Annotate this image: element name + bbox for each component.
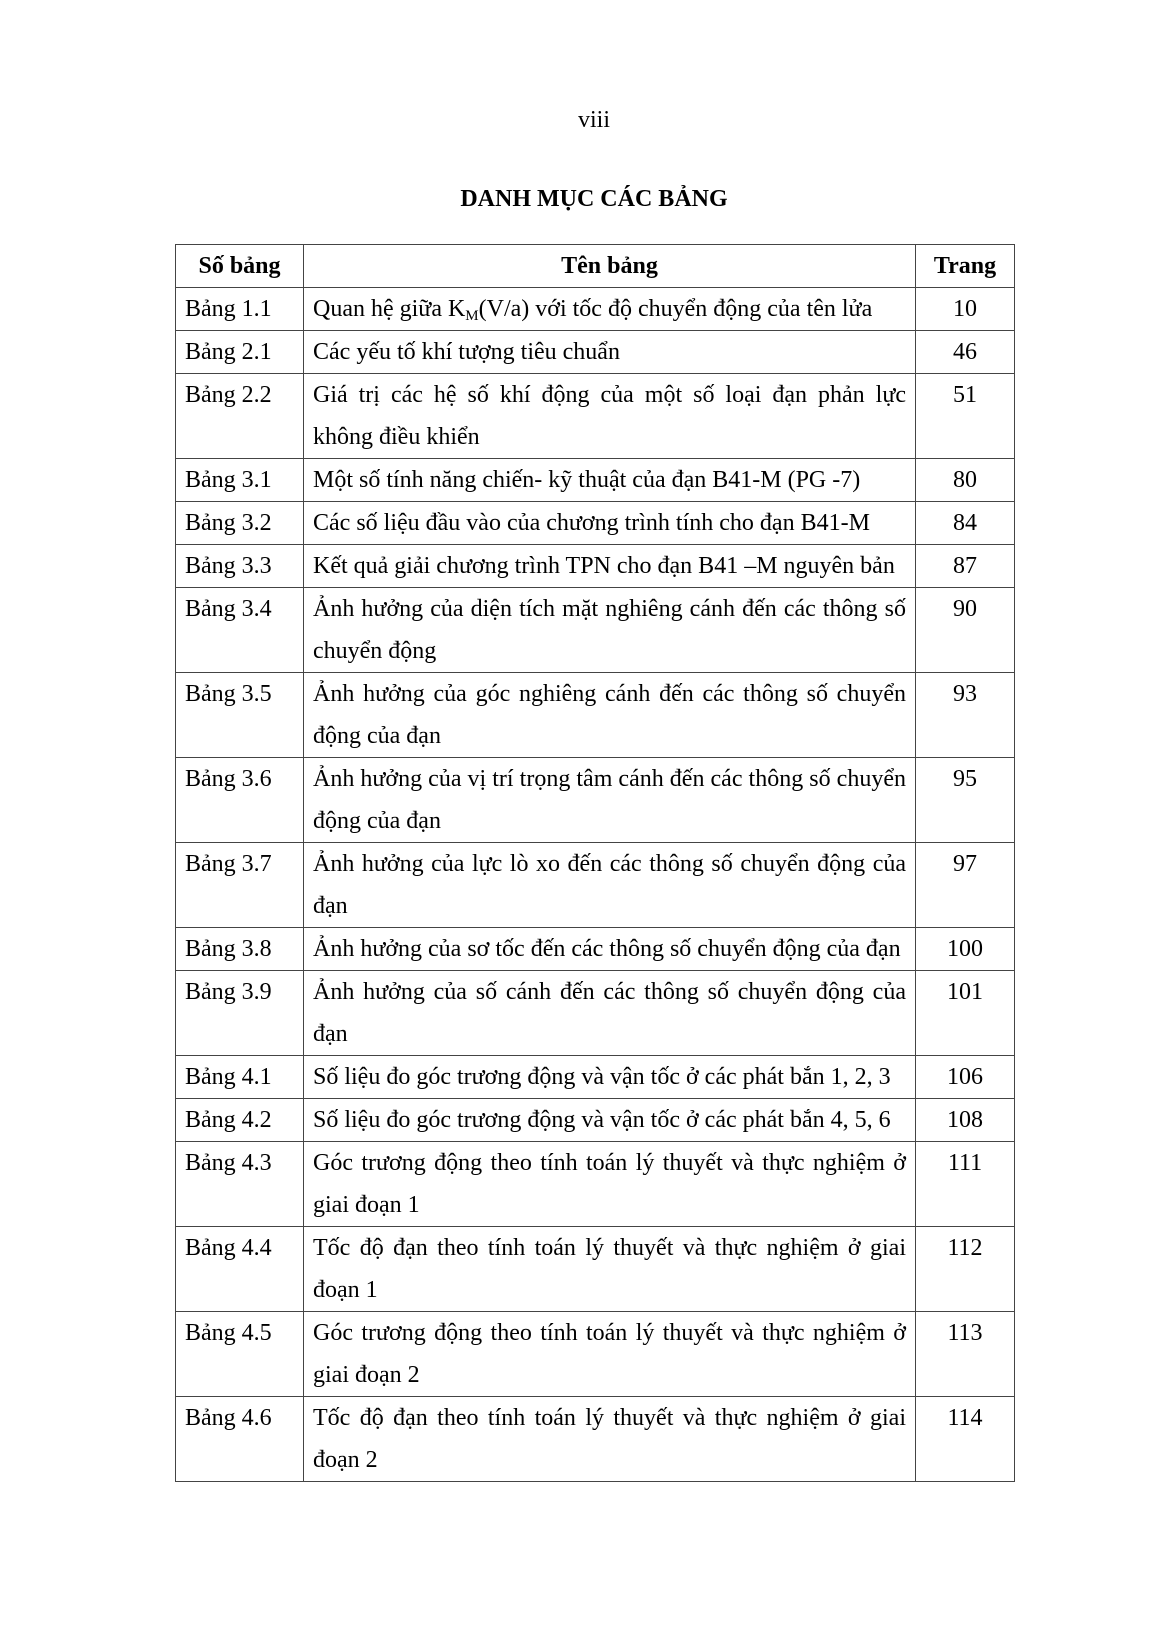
page-title: DANH MỤC CÁC BẢNG bbox=[460, 186, 728, 212]
header-number: Số bảng bbox=[176, 245, 304, 288]
table-row bbox=[176, 1099, 1015, 1142]
table-row bbox=[176, 1397, 1015, 1482]
table-page-cell: 114 bbox=[916, 1397, 1015, 1482]
table-number-cell: Bảng 4.4 bbox=[176, 1227, 304, 1312]
table-name-cell: Một số tính năng chiến- kỹ thuật của đạn B41-M (PG -7) bbox=[304, 459, 916, 502]
table-row bbox=[176, 1227, 1015, 1312]
table-number-cell: Bảng 3.3 bbox=[176, 545, 304, 588]
table-list bbox=[175, 244, 1015, 1482]
table-name-cell: Kết quả giải chương trình TPN cho đạn B41 –M nguyên bản bbox=[304, 545, 916, 588]
table-number-cell: Bảng 3.5 bbox=[176, 673, 304, 758]
table-number-cell: Bảng 2.2 bbox=[176, 374, 304, 459]
table-name-cell: Các yếu tố khí tượng tiêu chuẩn bbox=[304, 331, 916, 374]
table-number-cell: Bảng 4.1 bbox=[176, 1056, 304, 1099]
table-row bbox=[176, 374, 1015, 459]
table-page-cell: 80 bbox=[916, 459, 1015, 502]
table-page-cell: 51 bbox=[916, 374, 1015, 459]
header-name: Tên bảng bbox=[304, 245, 916, 288]
table-name-cell: Số liệu đo góc trương động và vận tốc ở các phát bắn 4, 5, 6 bbox=[304, 1099, 916, 1142]
table-page-cell: 95 bbox=[916, 758, 1015, 843]
table-number-cell: Bảng 4.5 bbox=[176, 1312, 304, 1397]
table-name-cell: Các số liệu đầu vào của chương trình tính cho đạn B41-M bbox=[304, 502, 916, 545]
table-row bbox=[176, 588, 1015, 673]
table-page-cell: 84 bbox=[916, 502, 1015, 545]
table-row bbox=[176, 1056, 1015, 1099]
table-row bbox=[176, 758, 1015, 843]
table-row bbox=[176, 288, 1015, 331]
table-page-cell: 46 bbox=[916, 331, 1015, 374]
header-page: Trang bbox=[916, 245, 1015, 288]
table-number-cell: Bảng 3.7 bbox=[176, 843, 304, 928]
table-number-cell: Bảng 3.8 bbox=[176, 928, 304, 971]
table-page-cell: 100 bbox=[916, 928, 1015, 971]
table-page-cell: 106 bbox=[916, 1056, 1015, 1099]
table-row bbox=[176, 1142, 1015, 1227]
table-row bbox=[176, 545, 1015, 588]
page-number: viii bbox=[577, 107, 610, 133]
table-row bbox=[176, 928, 1015, 971]
table-row bbox=[176, 673, 1015, 758]
table-number-cell: Bảng 3.4 bbox=[176, 588, 304, 673]
table-page-cell: 10 bbox=[916, 288, 1015, 331]
name-subscript: M bbox=[465, 308, 479, 324]
table-name-cell: Tốc độ đạn theo tính toán lý thuyết và thực nghiệm ở giai đoạn 1 bbox=[304, 1227, 916, 1312]
name-text-before: Quan hệ giữa K bbox=[313, 296, 466, 322]
table-number-cell: Bảng 3.6 bbox=[176, 758, 304, 843]
table-row bbox=[176, 502, 1015, 545]
table-page-cell: 112 bbox=[916, 1227, 1015, 1312]
table-name-cell: Giá trị các hệ số khí động của một số loại đạn phản lực không điều khiển bbox=[304, 374, 916, 459]
table-row bbox=[176, 971, 1015, 1056]
table-row bbox=[176, 843, 1015, 928]
table-name-cell: Góc trương động theo tính toán lý thuyết và thực nghiệm ở giai đoạn 2 bbox=[304, 1312, 916, 1397]
table-name-cell: Ảnh hưởng của số cánh đến các thông số chuyển động của đạn bbox=[304, 971, 916, 1056]
table-row bbox=[176, 331, 1015, 374]
table-page-cell: 108 bbox=[916, 1099, 1015, 1142]
table-number-cell: Bảng 3.1 bbox=[176, 459, 304, 502]
table-name-cell: Ảnh hưởng của diện tích mặt nghiêng cánh đến các thông số chuyển động bbox=[304, 588, 916, 673]
table-page-cell: 113 bbox=[916, 1312, 1015, 1397]
table-name-cell: Số liệu đo góc trương động và vận tốc ở các phát bắn 1, 2, 3 bbox=[304, 1056, 916, 1099]
table-page-cell: 111 bbox=[916, 1142, 1015, 1227]
table-page-cell: 87 bbox=[916, 545, 1015, 588]
table-name-cell: Tốc độ đạn theo tính toán lý thuyết và thực nghiệm ở giai đoạn 2 bbox=[304, 1397, 916, 1482]
table-name-cell: Ảnh hưởng của sơ tốc đến các thông số chuyển động của đạn bbox=[304, 928, 916, 971]
table-number-cell: Bảng 3.2 bbox=[176, 502, 304, 545]
table-page-cell: 101 bbox=[916, 971, 1015, 1056]
table-header-row bbox=[176, 245, 1015, 288]
table-number-cell: Bảng 4.3 bbox=[176, 1142, 304, 1227]
name-text-after: (V/a) với tốc độ chuyển động của tên lửa bbox=[478, 296, 873, 322]
table-number-cell: Bảng 2.1 bbox=[176, 331, 304, 374]
table-name-cell bbox=[304, 288, 916, 331]
table-name-cell: Ảnh hưởng của góc nghiêng cánh đến các thông số chuyển động của đạn bbox=[304, 673, 916, 758]
table-row bbox=[176, 1312, 1015, 1397]
table-name-cell: Góc trương động theo tính toán lý thuyết và thực nghiệm ở giai đoạn 1 bbox=[304, 1142, 916, 1227]
table-page-cell: 97 bbox=[916, 843, 1015, 928]
table-number-cell: Bảng 1.1 bbox=[176, 288, 304, 331]
table-page-cell: 93 bbox=[916, 673, 1015, 758]
table-row bbox=[176, 459, 1015, 502]
table-page-cell: 90 bbox=[916, 588, 1015, 673]
table-name-cell: Ảnh hưởng của vị trí trọng tâm cánh đến các thông số chuyển động của đạn bbox=[304, 758, 916, 843]
table-number-cell: Bảng 4.2 bbox=[176, 1099, 304, 1142]
table-name-cell: Ảnh hưởng của lực lò xo đến các thông số chuyển động của đạn bbox=[304, 843, 916, 928]
table-number-cell: Bảng 4.6 bbox=[176, 1397, 304, 1482]
table-number-cell: Bảng 3.9 bbox=[176, 971, 304, 1056]
